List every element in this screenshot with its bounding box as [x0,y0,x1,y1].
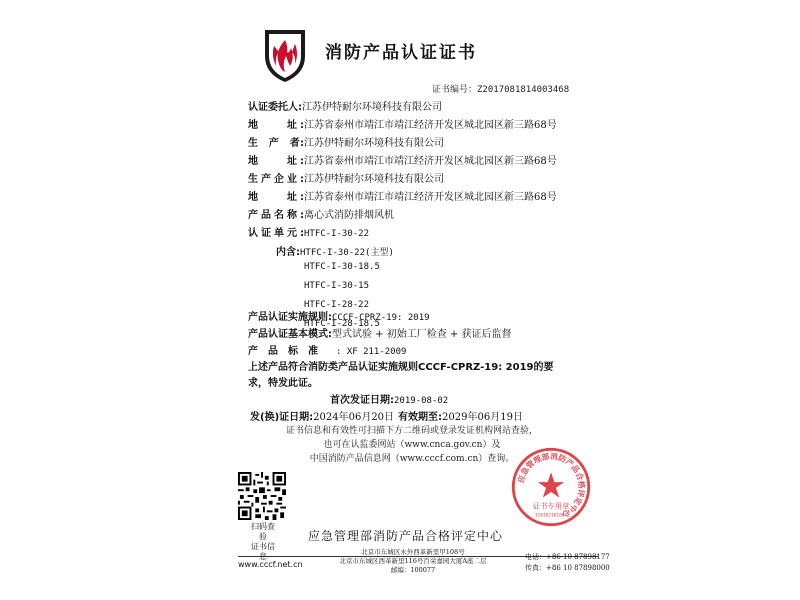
mode-label: 产品认证基本模式: [248,329,332,340]
info-line: 中国消防产品信息网（www.cccf.com.cn）查询。 [309,454,515,464]
issue-date: 2024年06月20日 [313,412,395,423]
address-line: 邮编：100077 [390,566,436,574]
field-applicant [248,98,442,113]
cert-no-label: 证书编号： [432,85,478,95]
expiry-date: 2029年06月19日 [442,412,523,423]
field-value: 江苏伊特耐尔环境科技有限公司 [304,174,444,185]
footer-address [318,548,508,575]
standard-label: 产 品 标 准 [248,346,318,357]
rules-label: 产品认证实施规则: [248,312,332,323]
field-label: 地 址: [248,120,304,131]
qr-caption-line: 扫码查验 [251,522,275,541]
certificate-title: 消防产品认证证书 [325,43,477,63]
qr-caption-line: 证书信息 [251,542,275,561]
field-product-name [248,206,394,221]
unit-contents [276,243,394,258]
field-value: 江苏省泰州市靖江市靖江经济开发区城北园区新三路68号 [304,120,557,131]
field-factory-address [248,188,557,203]
footer-website[interactable]: www.cccf.net.cn [238,560,303,569]
field-rules-row [248,308,430,323]
issue-dates [250,408,523,423]
issue-label: 发(换)证日期: [250,412,314,423]
field-label: 生 产 者: [248,138,304,149]
standard-value: : XF 211-2009 [336,347,407,357]
field-value: 江苏省泰州市靖江市靖江经济开发区城北园区新三路68号 [304,192,557,203]
field-label: 地 址: [248,156,304,167]
address-line: 北京市东城区西革新里116号百荣嘉园大厦A座二层 [339,557,487,565]
unit-contents-label: 内含: [276,247,300,258]
field-cert-unit [248,224,369,239]
unit-item: HTFC-I-28-18.5 [304,319,380,329]
field-manufacturer-address [248,152,557,167]
seal-ring-text: 应急管理部消防产品合格评定中心 [516,451,587,520]
fax: 传真：+86 10 87898000 [525,564,610,572]
field-label: 产品名称: [248,210,304,221]
cert-no-value: Z2017081814003468 [477,85,570,95]
seal-center-text: 证书专用章 [532,501,570,511]
expiry-label: 有效期至: [398,412,443,423]
official-seal-icon [510,446,592,528]
unit-item: HTFC-I-30-22(主型) [300,248,394,258]
certificate-number [432,82,569,95]
phone: 电话：+86 10 87898177 [525,553,610,561]
issuing-organization: 应急管理部消防产品合格评定中心 [308,529,504,543]
seal-code: 110102101007 [534,513,568,519]
field-value: 江苏伊特耐尔环境科技有限公司 [302,102,442,113]
field-applicant-address [248,116,557,131]
first-issue-value: 2019-08-02 [394,396,449,406]
field-label: 地 址: [248,192,304,203]
unit-item: HTFC-I-30-15 [304,281,370,291]
field-value: 江苏伊特耐尔环境科技有限公司 [304,138,444,149]
field-standard-row [248,342,406,357]
field-label: 认证单元: [248,228,304,239]
field-value: 江苏省泰州市靖江市靖江经济开发区城北园区新三路68号 [304,156,557,167]
field-value: 离心式消防排烟风机 [304,210,394,221]
unit-item: HTFC-I-28-22 [304,300,370,310]
declaration-text: 上述产品符合消防类产品认证实施规则CCCF-CPRZ-19: 2019的要求，特发此证。 [248,362,554,389]
info-line: 也可在认监委网站（www.cnca.gov.cn）及 [323,440,501,450]
fire-logo-icon [262,26,308,84]
rules-value: CCCF-CPRZ-19: 2019 [332,313,430,323]
field-manufacturer [248,134,444,149]
field-value: HTFC-I-30-22 [304,229,370,239]
unit-item: HTFC-I-30-18.5 [304,262,380,272]
info-line: 证书信息和有效性可扫描下方二维码或登录发证机构网站查验， [285,426,538,436]
field-factory [248,170,444,185]
qr-code-icon[interactable] [238,472,286,520]
field-label: 生产企业: [248,174,304,185]
first-issue-date [330,391,448,406]
field-mode-row [248,325,511,340]
footer-contact [525,552,610,574]
first-issue-label: 首次发证日期: [330,395,394,406]
address-line: 北京市东城区永外西革新里甲108号 [361,548,465,556]
field-label: 认证委托人: [248,102,302,113]
mode-value: 型式试验 + 初始工厂检查 + 获证后监督 [332,329,512,340]
